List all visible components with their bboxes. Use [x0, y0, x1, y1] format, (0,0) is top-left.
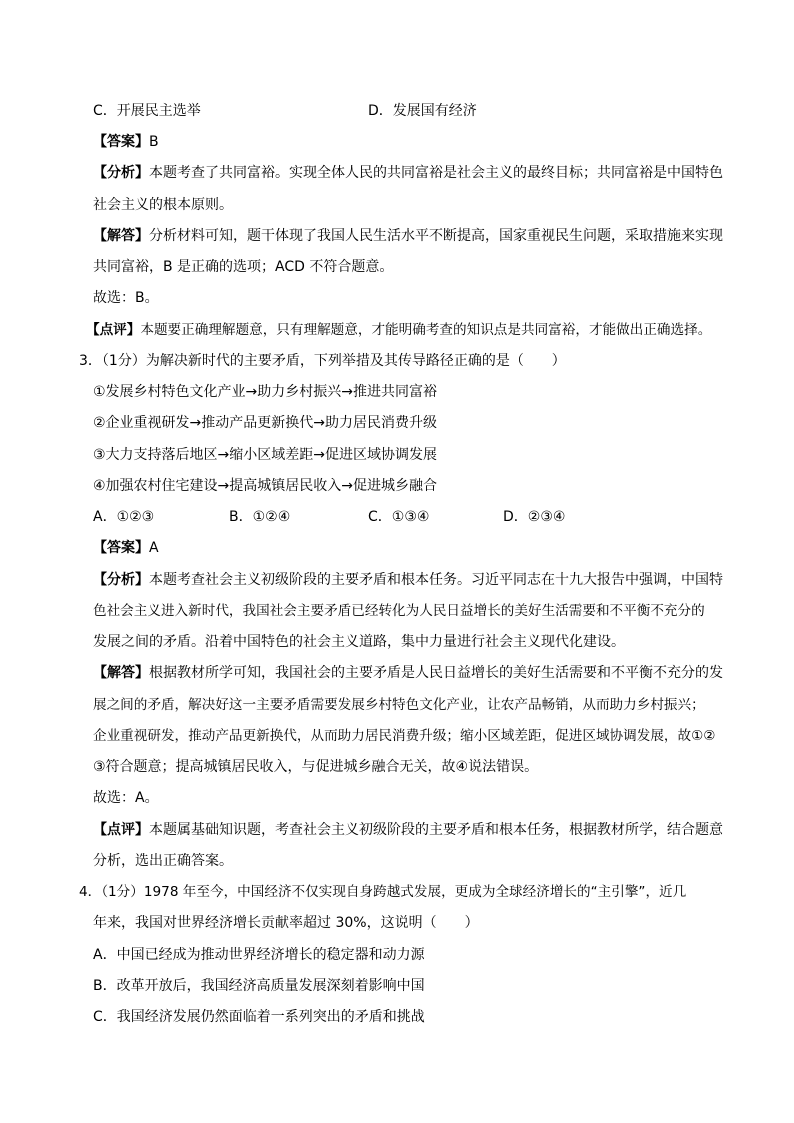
solution-tag: 【解答】 — [93, 665, 149, 681]
q4-stem-line-1: 4．（1分）1978 年至今，中国经济不仅实现自身跨越式发展，更成为全球经济增长的“主引擎”，近几 — [79, 884, 687, 900]
q3-option-c: C．①③④ — [368, 509, 430, 525]
answer-value: A — [149, 540, 159, 556]
q2-answer — [93, 132, 159, 152]
q4-stem-line-2: 年来，我国对世界经济增长贡献率超过 30%，这说明（ ） — [93, 915, 479, 931]
comment-text: 本题属基础知识题，考查社会主义初级阶段的主要矛盾和根本任务，根据教材所学，结合题意 — [149, 822, 723, 838]
q3-item-1: ①发展乡村特色文化产业→助力乡村振兴→推进共同富裕 — [93, 384, 438, 400]
q3-option-b: B．①②④ — [229, 509, 291, 525]
solution-text: 根据教材所学可知，我国社会的主要矛盾是人民日益增长的美好生活需要和不平衡不充分的发 — [149, 665, 723, 681]
q3-analysis-line-3: 发展之间的矛盾。沿着中国特色的社会主义道路，集中力量进行社会主义现代化建设。 — [93, 634, 625, 650]
q3-item-2: ②企业重视研发→推动产品更新换代→助力居民消费升级 — [93, 415, 438, 431]
solution-tag: 【解答】 — [93, 228, 149, 244]
q2-option-d: D．发展国有经济 — [368, 103, 477, 119]
q3-analysis-line-2: 色社会主义进入新时代，我国社会主要矛盾已经转化为人民日益增长的美好生活需要和不平衡不充分的 — [93, 603, 705, 619]
q3-answer — [93, 538, 159, 558]
q2-solution-line-1 — [93, 226, 723, 246]
q3-comment-line-2: 分析，选出正确答案。 — [93, 853, 233, 869]
q2-analysis-line-1 — [93, 163, 723, 183]
q2-choice: 故选：B。 — [93, 290, 159, 306]
analysis-tag: 【分析】 — [93, 165, 149, 181]
q3-solution-line-2: 展之间的矛盾，解决好这一主要矛盾需要发展乡村特色文化产业，让农产品畅销，从而助力乡村振兴； — [93, 697, 705, 713]
q3-analysis-line-1 — [93, 570, 723, 590]
q3-choice: 故选：A。 — [93, 790, 159, 806]
q3-options — [93, 507, 713, 527]
solution-text: 分析材料可知，题干体现了我国人民生活水平不断提高，国家重视民生问题，采取措施来实现 — [149, 228, 723, 244]
q4-option-b: B．改革开放后，我国经济高质量发展深刻着影响中国 — [93, 978, 425, 994]
q4-option-a: A．中国已经成为推动世界经济增长的稳定器和动力源 — [93, 947, 425, 963]
q4-option-c: C．我国经济发展仍然面临着一系列突出的矛盾和挑战 — [93, 1009, 425, 1025]
analysis-tag: 【分析】 — [93, 572, 149, 588]
answer-tag: 【答案】 — [93, 540, 149, 556]
q2-solution-line-2: 共同富裕，B 是正确的选项；ACD 不符合题意。 — [93, 259, 394, 275]
analysis-text: 本题考查了共同富裕。实现全体人民的共同富裕是社会主义的最终目标；共同富裕是中国特色 — [149, 165, 723, 181]
comment-text: 本题要正确理解题意，只有理解题意，才能明确考查的知识点是共同富裕，才能做出正确选择。 — [140, 322, 712, 338]
q3-solution-line-4: ③符合题意；提高城镇居民收入，与促进城乡融合无关，故④说法错误。 — [93, 759, 539, 775]
q3-solution-line-3: 企业重视研发，推动产品更新换代，从而助力居民消费升级；缩小区域差距，促进区域协调发展，故①② — [93, 728, 716, 744]
q3-comment-line-1 — [93, 820, 723, 840]
q3-stem: 3．（1分）为解决新时代的主要矛盾，下列举措及其传导路径正确的是（ ） — [79, 353, 566, 369]
q2-analysis-line-2: 社会主义的根本原则。 — [93, 197, 233, 213]
q3-item-4: ④加强农村住宅建设→提高城镇居民收入→促进城乡融合 — [93, 478, 438, 494]
q2-comment — [86, 320, 711, 340]
comment-tag: 【点评】 — [93, 822, 149, 838]
q3-item-3: ③大力支持落后地区→缩小区域差距→促进区域协调发展 — [93, 447, 438, 463]
comment-tag: 【点评】 — [86, 322, 141, 338]
analysis-text: 本题考查社会主义初级阶段的主要矛盾和根本任务。习近平同志在十九大报告中强调，中国特 — [149, 572, 723, 588]
q3-option-d: D．②③④ — [503, 509, 566, 525]
answer-value: B — [149, 134, 159, 150]
answer-tag: 【答案】 — [93, 134, 149, 150]
q3-solution-line-1 — [93, 663, 723, 683]
q2-option-c: C．开展民主选举 — [93, 103, 201, 119]
q3-option-a: A．①②③ — [93, 509, 155, 525]
